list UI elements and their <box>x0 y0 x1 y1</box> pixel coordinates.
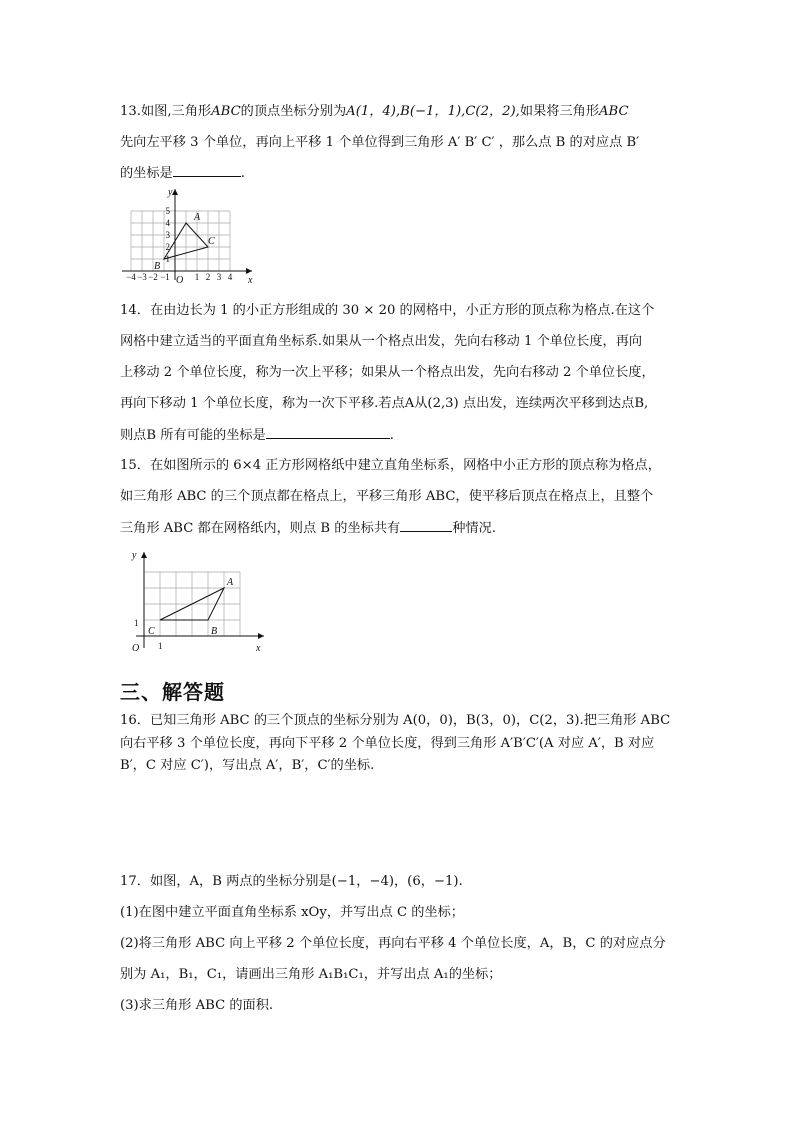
x-tick-4: 4 <box>227 272 233 282</box>
x-axis-arrow <box>258 633 264 639</box>
q17-line-5: (3)求三角形 ABC 的面积. <box>120 998 274 1013</box>
point-a-label: A <box>227 577 234 588</box>
q14-line-5: 则点B 所有可能的坐标是 . <box>120 428 394 443</box>
x-tick-neg3: −3 <box>137 272 147 282</box>
figure-13-coordinate-grid <box>118 186 258 286</box>
y-axis-arrow <box>141 552 147 558</box>
y-axis-label: y <box>168 187 173 198</box>
x-tick-neg2: −2 <box>148 272 158 282</box>
y-axis-arrow <box>172 189 178 195</box>
section-heading: 三、解答题 <box>120 680 225 704</box>
answer-blank[interactable] <box>266 426 390 439</box>
answer-blank[interactable] <box>173 164 241 177</box>
origin-label: O <box>132 643 140 654</box>
q15-line-2: 如三角形 ABC 的三个顶点都在格点上，平移三角形 ABC，使平移后顶点在格点上，且整个 <box>120 489 654 504</box>
y-tick-1: 1 <box>134 618 139 628</box>
y-tick-1: 1 <box>165 254 170 264</box>
point-b-label: B <box>211 626 218 637</box>
y-tick-4: 4 <box>165 218 170 228</box>
x-tick-2: 2 <box>205 272 211 282</box>
x-axis-label: x <box>256 643 261 654</box>
q13-line-1: 13.如图,三角形ABC的顶点坐标分别为A(1，4),B(−1，1),C(2，2),如果将三角形ABC <box>120 104 629 119</box>
q15-line-1: 15．在如图所示的 6×4 正方形网格纸中建立直角坐标系，网格中小正方形的顶点称为格点， <box>120 458 661 473</box>
q16-line-2: 向右平移 3 个单位长度，再向下平移 2 个单位长度，得到三角形 A′B′C′(A 对应 A′，B 对应 <box>120 736 655 751</box>
q17-line-3: (2)将三角形 ABC 向上平移 2 个单位长度，再向右平移 4 个单位长度，A，B，C 的对应点分 <box>120 936 666 951</box>
answer-blank[interactable] <box>400 519 452 532</box>
y-tick-3: 3 <box>165 230 170 240</box>
point-a-label: A <box>194 212 201 223</box>
x-tick-1: 1 <box>158 641 163 651</box>
q17-line-1: 17．如图，A，B 两点的坐标分别是(−1，−4)，(6，−1). <box>120 874 463 889</box>
x-tick-neg1: −1 <box>160 272 170 282</box>
x-tick-1: 1 <box>194 272 200 282</box>
x-axis-label: x <box>248 275 253 286</box>
y-tick-2: 2 <box>165 242 170 252</box>
q16-line-3: B′，C 对应 C′)，写出点 A′，B′，C′的坐标. <box>120 758 375 773</box>
y-tick-5: 5 <box>165 206 170 216</box>
q15-line-3: 三角形 ABC 都在网格纸内，则点 B 的坐标共有 种情况. <box>120 521 496 536</box>
x-tick-neg4: −4 <box>126 272 136 282</box>
q14-line-1: 14．在由边长为 1 的小正方形组成的 30 × 20 的网格中，小正方形的顶点称为格点.在这个 <box>120 303 655 318</box>
figure-15-coordinate-grid <box>120 548 270 658</box>
q16-line-1: 16．已知三角形 ABC 的三个顶点的坐标分别为 A(0，0)，B(3，0)，C(2，3).把三角形 ABC <box>120 713 671 728</box>
y-axis-label: y <box>132 550 137 561</box>
q14-line-3: 上移动 2 个单位长度，称为一次上平移；如果从一个格点出发，先向右移动 2 个单位长度， <box>120 365 655 380</box>
q14-line-4: 再向下移动 1 个单位长度，称为一次下平移.若点A从(2,3) 点出发，连续两次平移到达点B, <box>120 396 649 411</box>
x-tick-3: 3 <box>216 272 222 282</box>
origin-label: O <box>176 275 184 286</box>
q17-line-2: (1)在图中建立平面直角坐标系 xOy，并写出点 C 的坐标； <box>120 905 464 920</box>
point-c-label: C <box>148 626 155 637</box>
grid-lines <box>131 211 230 271</box>
x-axis-arrow <box>246 268 252 274</box>
point-c-label: C <box>208 236 215 247</box>
q13-line-2: 先向左平移 3 个单位，再向上平移 1 个单位得到三角形 A′ B′ C′ ，那么点 B 的对应点 B′ <box>120 135 640 150</box>
q14-line-2: 网格中建立适当的平面直角坐标系.如果从一个格点出发，先向右移动 1 个单位长度，再向 <box>120 334 643 349</box>
q17-line-4: 别为 A₁，B₁，C₁，请画出三角形 A₁B₁C₁，并写出点 A₁的坐标； <box>120 967 502 982</box>
point-b-label: B <box>154 261 161 272</box>
q13-line-3: 的坐标是 . <box>120 166 245 181</box>
